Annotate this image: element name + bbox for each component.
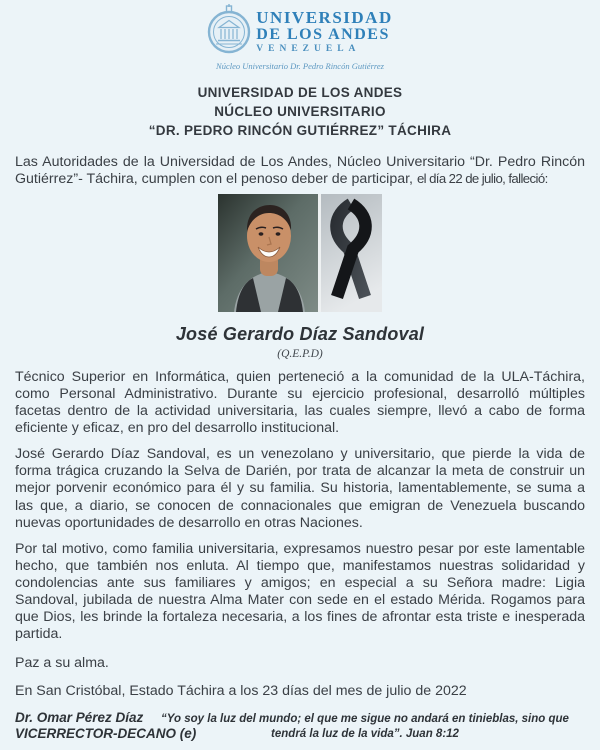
document-title [15,84,585,141]
logo-wordmark [256,9,392,55]
logo-line-venezuela: VENEZUELA [256,43,361,54]
title-line-1: UNIVERSIDAD DE LOS ANDES [197,85,403,100]
paragraph-circumstances: José Gerardo Díaz Sandoval, es un venezolano y universitario, que pierde la vida de forma trágica cruzando la Selva de Darién, por trata de alcanzar la meta de construir un mejor porvenir económico para él y su familia. Su historia, lamentablemente, se suma a las que, a diario, se conocen de connacionales que emigran de Venezuela buscando nuevas oportunidades de desarrollo en otras Naciones. [15,446,585,531]
ula-crest-icon [207,4,251,59]
signature-title: VICERRECTOR-DECANO (e) [15,725,197,741]
title-line-3: “DR. PEDRO RINCÓN GUTIÉRREZ” TÁCHIRA [148,122,452,138]
deceased-name: José Gerardo Díaz Sandoval [175,324,425,345]
peace-line: Paz a su alma. [15,654,109,671]
paragraph-bio: Técnico Superior en Informática, quien perteneció a la comunidad de la ULA-Táchira, como Personal Administrativo. Durante su ejercicio profesional, desarrolló múltiples facetas dentro de la actividad universitaria, las cuales siempre, llevó a cabo de forma eficiente y eficaz, en pro del desarrollo institucional. [15,369,585,437]
intro-date-text: el día 22 de julio, falleció: [416,170,548,186]
title-line-2: NÚCLEO UNIVERSITARIO [214,103,386,119]
paragraph-condolences: Por tal motivo, como familia universitaria, expresamos nuestro pesar por este lamentable hecho, que también nos enluta. Al tiempo que, manifestamos nuestras solidaridad y condolencias ante sus familiares y amigos; en especial a su Señora madre: Ligia Sandoval, jubilada de nuestra Alma Mater con sede en el estado Mérida. Rogamos para que Dios, les brinde la fortaleza necesaria, a los fines de afrontar esta triste e inesperada partida. [15,540,585,642]
intro-main-text: Las Autoridades de la Universidad de Los Andes, Núcleo Universitario “Dr. Pedro Rincón Gutiérrez”- Táchira, cumplen con el penoso deber de participar, [15,153,585,187]
logo-line-universidad: UNIVERSIDAD [256,7,393,27]
intro-paragraph [15,154,585,189]
logo-subtitle: Núcleo Universitario Dr. Pedro Rincón Gutiérrez [216,61,384,71]
deceased-photo [218,194,382,312]
bible-quote: “Yo soy la luz del mundo; el que me sigue no andará en tinieblas, sino que tendrá la luz de la vida”. Juan 8:12 [161,713,569,741]
university-logo [15,0,585,71]
date-line: En San Cristóbal, Estado Táchira a los 23 días del mes de julio de 2022 [15,682,467,699]
qepd-label: (Q.E.P.D) [277,348,323,361]
logo-line-de-los-andes: DE LOS ANDES [256,25,390,43]
signature-name: Dr. Omar Pérez Díaz [15,709,144,725]
